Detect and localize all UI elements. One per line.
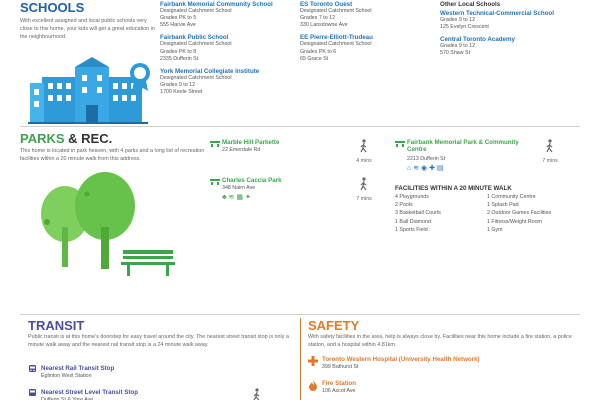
schools-column-3 <box>440 1 580 58</box>
school-address: 1700 Keele Street <box>160 89 203 96</box>
facility-item: 1 Splash Pad <box>487 202 519 209</box>
transit-title: TRANSIT <box>28 318 85 333</box>
facility-item: 4 Playgrounds <box>395 194 429 200</box>
school-name[interactable]: Central Toronto Academy <box>440 36 515 44</box>
school-type: Designated Catchment School <box>160 74 232 81</box>
schools-column-1 <box>160 1 290 96</box>
school-address: 2335 Dufferin St <box>160 55 199 62</box>
school-grades: Grades 9 to 12 <box>440 17 476 23</box>
school-address: 65 Grace St <box>300 55 329 62</box>
school-grades: Grades PK to 6 <box>300 48 337 55</box>
school-type: Designated Catchment School <box>160 41 232 48</box>
schools-description: With excellent assigned and local public schools very close to this home, your kids will get a great education in the neighbourhood. <box>20 18 155 40</box>
schools-column-2 <box>300 1 420 63</box>
park-name: Marble Hill Parkette <box>222 139 280 146</box>
park-illustration <box>35 172 195 282</box>
facility-item: 1 Fitness/Weight Room <box>487 218 542 225</box>
walk-time <box>352 177 376 202</box>
community-centre-icon: ⌂ <box>407 165 412 172</box>
gym-icon: ▤ <box>436 165 444 172</box>
park-icon <box>395 139 405 147</box>
school-entry <box>440 36 580 57</box>
hospital-cross-icon <box>308 356 318 366</box>
transit-stop-label: Nearest Rail Transit Stop <box>41 365 115 372</box>
swimming-icon: ≋ <box>413 165 420 172</box>
section-divider <box>20 126 580 127</box>
hospital-name: Toronto Western Hospital (University Health Network) <box>322 356 480 363</box>
basketball-icon: ◉ <box>421 165 428 172</box>
school-address: 125 Evelyn Crescent <box>440 24 489 31</box>
school-entry <box>440 10 580 31</box>
park-address: 2213 Dufferin St <box>407 156 446 162</box>
transit-description: Public transit is at this home's doorstep for easy travel around the city. The nearest street transit stop is only a minute walk away and the nearest rail transit stop is a 24 minute walk away. <box>28 334 289 348</box>
facility-item: 1 Sports Field <box>395 226 428 233</box>
fitness-icon: ✦ <box>244 194 251 201</box>
hospital-address: 399 Bathurst St <box>322 364 359 370</box>
park-amenity-icons <box>222 193 251 201</box>
park-address: 22 Emerdale Rd <box>222 147 261 153</box>
school-entry <box>300 34 420 62</box>
facility-item: 3 Basketball Courts <box>395 210 441 217</box>
facilities-column-2 <box>487 193 587 234</box>
walk-time-label: 7 mins <box>542 158 558 164</box>
school-name[interactable]: ES Toronto Ouest <box>300 1 353 8</box>
school-grades: Grades 9 to 12 <box>440 43 476 50</box>
train-icon <box>28 365 37 374</box>
pool-icon: ≋ <box>228 194 235 201</box>
walking-icon <box>538 139 562 153</box>
school-type: Designated Catchment School <box>300 8 372 14</box>
parks-title <box>20 131 112 146</box>
parks-description: This home is located in park heaven, with 4 parks and a long list of recreation facilities within a 20 minute walk from this address. <box>20 148 205 162</box>
facility-item: 1 Ball Diamond <box>395 218 431 225</box>
school-type: Designated Catchment School <box>160 8 232 14</box>
bus-icon <box>28 389 37 398</box>
column-divider <box>300 318 301 400</box>
school-building-illustration <box>20 55 160 125</box>
school-name[interactable]: Fairbank Memorial Community School <box>160 1 273 8</box>
walking-icon <box>352 139 376 153</box>
walk-time-label: 4 mins <box>356 158 372 164</box>
school-address: 555 Harvie Ave <box>160 22 196 29</box>
parks-title-rest: & REC. <box>64 131 113 146</box>
park-name: Charles Caccia Park <box>222 177 282 184</box>
facility-item: 1 Gym <box>487 226 503 233</box>
park-address: 348 Nairn Ave <box>222 185 256 191</box>
safety-description: With safety facilities in the area, help is always close by. Facilities near this home include a fire station, a police station, and a hospital within 4.81km. <box>308 334 572 348</box>
facility-item: 2 Pools <box>395 202 413 209</box>
transit-stop-label: Nearest Street Level Transit Stop <box>41 389 138 396</box>
facility-item: 1 Community Centre <box>487 194 536 200</box>
facility-item: 2 Outdoor Games Facilities <box>487 210 552 217</box>
splash-pad-icon: ✚ <box>429 165 435 172</box>
school-name[interactable]: EE Pierre-Elliott-Trudeau <box>300 34 373 42</box>
playground-icon: ♣ <box>222 194 227 201</box>
school-name[interactable]: Fairbank Public School <box>160 34 229 42</box>
schools-title: SCHOOLS <box>20 0 85 15</box>
walk-time-label: 7 mins <box>356 196 372 202</box>
walking-icon <box>250 388 264 400</box>
walk-time <box>352 139 376 164</box>
school-address: 330 Lansdowne Ave <box>300 22 348 29</box>
court-icon: ▦ <box>236 194 243 201</box>
section-divider <box>20 314 580 315</box>
facilities-column-1 <box>395 193 485 234</box>
walk-time <box>538 139 562 164</box>
walking-icon <box>352 177 376 191</box>
facilities-title: FACILITIES WITHIN A 20 MINUTE WALK <box>395 185 512 192</box>
park-icon <box>210 139 220 147</box>
school-entry <box>160 1 290 29</box>
parks-title-main: PARKS <box>20 131 65 146</box>
fire-station-name: Fire Station <box>322 380 357 387</box>
school-entry <box>300 1 420 29</box>
transit-stop-name: Eglinton West Station <box>41 373 92 379</box>
school-entry <box>160 68 290 96</box>
school-grades: Grades 7 to 12 <box>300 15 336 22</box>
school-grades: Grades PK to 5 <box>160 15 197 22</box>
park-amenity-icons <box>407 164 444 172</box>
school-entry <box>160 34 290 62</box>
park-icon <box>210 177 220 185</box>
fire-icon <box>308 380 318 391</box>
school-grades: Grades PK to 8 <box>160 48 197 55</box>
safety-title: SAFETY <box>308 318 360 333</box>
school-name[interactable]: York Memorial Collegiate Institute <box>160 67 260 75</box>
school-type: Designated Catchment School <box>300 41 372 48</box>
transit-stop-name: Dufferin St & Yore Ave <box>41 397 94 400</box>
park-name: Fairbank Memorial Park & Community Centre <box>407 139 519 153</box>
school-grades: Grades 9 to 12 <box>160 81 196 88</box>
other-schools-title: Other Local Schools <box>440 1 501 8</box>
school-name[interactable]: Western Technical-Commercial School <box>440 10 554 17</box>
school-address: 570 Shaw St <box>440 50 471 57</box>
fire-station-address: 106 Ascot Ave <box>322 388 356 394</box>
